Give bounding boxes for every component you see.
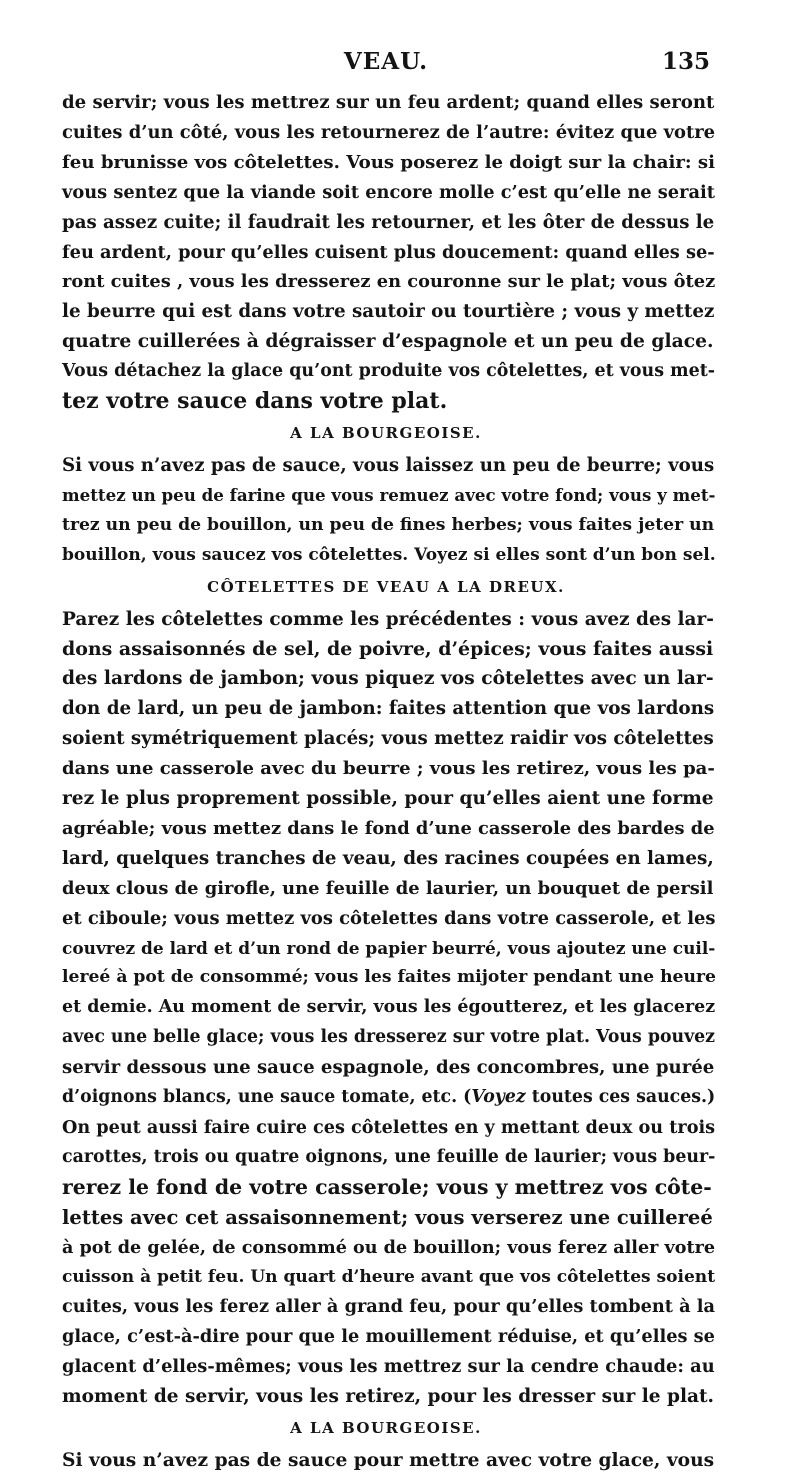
text-line: vous sentez que la viande soit encore molle c’est qu’elle ne serait xyxy=(62,181,715,203)
text-line: carottes, trois ou quatre oignons, une feuille de laurier; vous beur- xyxy=(62,1146,716,1167)
text-line: avec une belle glace; vous les dresserez sur votre plat. Vous pouvez xyxy=(62,1027,716,1048)
page-header xyxy=(62,48,710,88)
text-line: glace, c’est-à-dire pour que le mouillement réduise, et qu’elles se xyxy=(62,1326,715,1348)
text-line: glacent d’elles-mêmes; vous les mettrez sur la cendre chaude: au xyxy=(62,1356,715,1378)
text-line: des lardons de jambon; vous piquez vos côtelettes avec un lar- xyxy=(62,667,714,690)
text-line: Si vous n’avez pas de sauce, vous laissez un peu de beurre; vous xyxy=(62,454,715,476)
text-line: couvrez de lard et d’un rond de papier beurré, vous ajoutez une cuil- xyxy=(62,937,716,958)
page-body xyxy=(62,88,716,1476)
text-line: moment de servir, vous les retirez, pour les dresser sur le plat. xyxy=(62,1386,715,1408)
text-line: de servir; vous les mettrez sur un feu ardent; quand elles seront xyxy=(62,92,715,113)
text-line: tez votre sauce dans votre plat. xyxy=(62,388,448,415)
text-line: don de lard, un peu de jambon: faites attention que vos lardons xyxy=(62,698,715,720)
book-page xyxy=(62,48,716,1476)
text-line: cuisson à petit feu. Un quart d’heure avant que vos côtelettes soient xyxy=(62,1266,716,1287)
section-heading: A LA BOURGEOISE. xyxy=(290,423,482,442)
text-line: soient symétriquement placés; vous mettez raidir vos côtelettes xyxy=(62,728,714,750)
section-heading: CÔTELETTES DE VEAU A LA DREUX. xyxy=(207,577,565,596)
text-line: lard, quelques tranches de veau, des racines coupées en lames, xyxy=(62,847,714,869)
text-line: dons assaisonnés de sel, de poivre, d’épices; vous faites aussi xyxy=(62,637,714,660)
paragraph xyxy=(62,88,716,417)
text-line: mettez un peu de farine que vous remuez avec votre fond; vous y met- xyxy=(62,484,716,505)
text-line: cuites d’un côté, vous les retournerez de l’autre: évitez que votre xyxy=(62,121,716,143)
text-line: quatre cuillerées à dégraisser d’espagnole et un peu de glace. xyxy=(62,330,714,353)
text-line: feu ardent, pour qu’elles cuisent plus doucement: quand elles se- xyxy=(62,241,715,263)
text-line: Vous détachez la glace qu’ont produite vos côtelettes, et vous met- xyxy=(62,361,716,382)
section-heading: A LA BOURGEOISE. xyxy=(290,1419,482,1438)
running-title: VEAU. xyxy=(343,48,429,75)
text-line: rez le plus proprement possible, pour qu’elles aient une forme xyxy=(62,788,714,810)
text-line: le beurre qui est dans votre sautoir ou tourtière ; vous y mettez xyxy=(62,301,715,323)
text-line: Si vous n’avez pas de sauce pour mettre avec votre glace, vous xyxy=(62,1449,715,1472)
text-line: rerez le fond de votre casserole; vous y mettrez vos côte- xyxy=(62,1174,712,1199)
text-line: cuites, vous les ferez aller à grand feu, pour qu’elles tombent à la xyxy=(62,1296,716,1318)
text-line: et ciboule; vous mettez vos côtelettes dans votre casserole, et les xyxy=(62,907,716,929)
text-line: à pot de gelée, de consommé ou de bouillon; vous ferez aller votre xyxy=(62,1236,716,1258)
text-line: lettes avec cet assaisonnement; vous verserez une cuillereé xyxy=(62,1205,713,1229)
text-line: On peut aussi faire cuire ces côtelettes en y mettant deux ou trois xyxy=(62,1117,716,1138)
text-line: Parez les côtelettes comme les précédentes : vous avez des lar- xyxy=(62,608,714,630)
text-line: trez un peu de bouillon, un peu de fines herbes; vous faites jeter un xyxy=(62,514,715,535)
cross-reference-word: Voyez xyxy=(471,1087,526,1108)
text-line: lereé à pot de consommé; vous les faites mijoter pendant une heure xyxy=(62,967,716,988)
text-line: ront cuites , vous les dresserez en couronne sur le plat; vous ôtez xyxy=(62,271,716,293)
page-number: 135 xyxy=(661,48,710,75)
text-line: feu brunisse vos côtelettes. Vous poserez le doigt sur la chair: si xyxy=(62,151,715,173)
text-line: deux clous de girofle, une feuille de laurier, un bouquet de persil xyxy=(62,877,714,899)
text-line: d’oignons blancs, une sauce tomate, etc. (Voyez toutes ces sauces.) xyxy=(62,1087,716,1108)
text-line: dans une casserole avec du beurre ; vous les retirez, vous les pa- xyxy=(62,758,715,780)
paragraph xyxy=(62,451,716,571)
paragraph xyxy=(62,1446,715,1476)
text-line: agréable; vous mettez dans le fond d’une casserole des bardes de xyxy=(62,817,715,839)
text-line: servir dessous une sauce espagnole, des concombres, une purée xyxy=(62,1057,715,1079)
paragraph xyxy=(62,605,716,1412)
text-line: pas assez cuite; il faudrait les retourner, et les ôter de dessus le xyxy=(62,211,715,233)
text-line: bouillon, vous saucez vos côtelettes. Voyez si elles sont d’un bon sel. xyxy=(62,544,716,565)
text-line: et demie. Au moment de servir, vous les égoutterez, et les glacerez xyxy=(62,997,716,1018)
